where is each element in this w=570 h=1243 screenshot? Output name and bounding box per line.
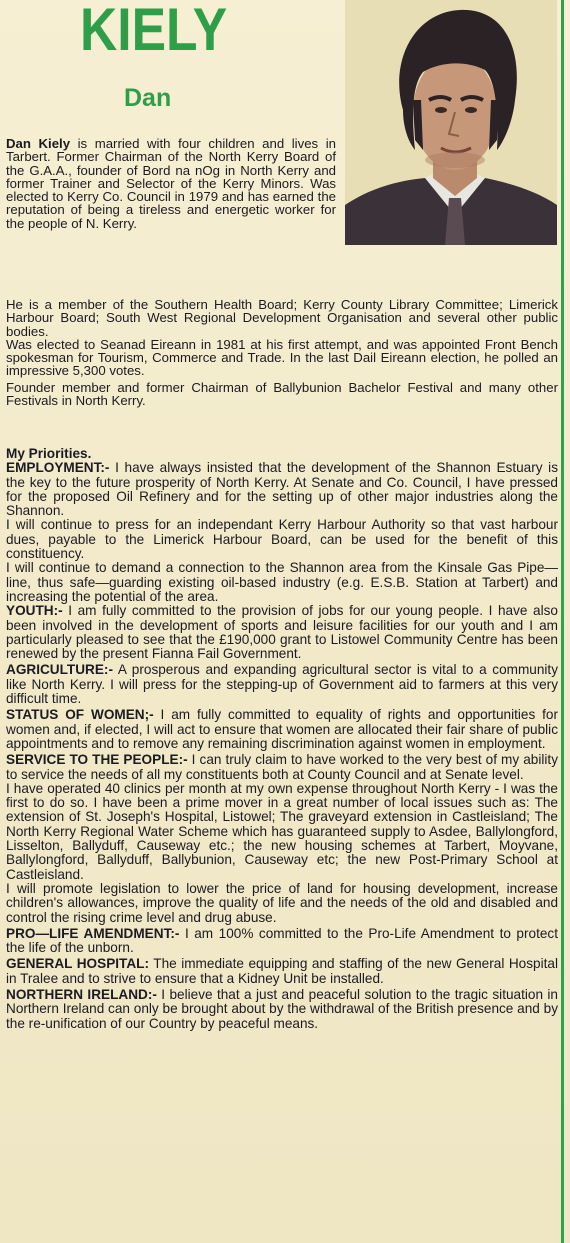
priority-text: I am 100% committed to the Pro-Life Amendment to protect the life of the unborn. [6,925,558,956]
priority-service-to-people [6,753,558,782]
bio-intro-block [6,137,336,230]
bio-continued-block [6,298,558,409]
priority-text: I am fully committed to the provision of jobs for our young people. I have also been involved in the development of sports and leisure facilities for our youth and I am particularly pleased to see that the £190,000 grant to Listowel Community Centre has been renewed by the present Fianna Fail Government. [6,603,558,662]
priority-heading: YOUTH:- [6,603,63,619]
bio-festivals: Founder member and former Chairman of Ballybunion Bachelor Festival and many other Festivals in North Kerry. [6,379,558,409]
priorities-title: My Priorities. [6,446,92,461]
priority-employment [6,461,558,518]
bio-intro-paragraph [6,137,336,230]
priority-status-of-women [6,708,558,751]
priority-agriculture [6,663,558,706]
candidate-name: Dan Kiely [6,136,71,151]
priority-text: The immediate equipping and staffing of the new General Hospital in Tralee and to strive to ensure that a Kidney Unit be installed. [6,956,558,986]
priority-heading: GENERAL HOSPITAL: [6,956,149,972]
candidate-surname: KIELY [80,0,228,63]
priority-heading: NORTHERN IRELAND:- [6,986,157,1002]
bio-seanad: Was elected to Seanad Eireann in 1981 at his first attempt, and was appointed Front Bench spokesman for Tourism, Commerce and Trade. In the last Dail Eireann election, he polled an impressive 5,300 votes. [6,336,558,379]
priority-text: I will continue to press for an independant Kerry Harbour Authority so that vast harbour dues, payable to the Limerick Harbour Board, can be used for the benefit of this constituency. [6,517,558,562]
priority-text: I can truly claim to have worked to the very best of my ability to service the needs of all my constituents both at County Council and at Senate level. [6,752,558,782]
priority-heading: SERVICE TO THE PEOPLE:- [6,752,188,768]
priority-text: I have operated 40 clinics per month at my own expense throughout North Kerry - I was the first to do so. I have been a prime mover in a great number of local issues such as: The extension of St. Joseph's Hospital, Listowel; The graveyard extension in Castleisland; The North Kerry Regional Water Scheme which has guaranteed supply to Asdee, Ballylongford, Lisselton, Ballyduff, Causeway etc.; the new housing schemes at Tarbert, Moyvane, Ballylongford, Ballyduff, Ballybunion, Causeway etc; the new Post-Primary School at Castleisland. [6,780,558,882]
priorities-section [6,447,558,1031]
priority-general-hospital [6,957,558,986]
priority-text: I am fully committed to equality of rights and opportunities for women and, if elected, I will act to ensure that women are allocated their fair share of public appointments and to remove any remaining discrimination against women in employment. [6,707,558,751]
priority-heading: STATUS OF WOMEN;- [6,707,154,723]
candidate-forename: Dan [124,84,172,112]
bio-memberships: He is a member of the Southern Health Board; Kerry County Library Committee; Limerick Harbour Board; South West Regional Development Organisation and several other public bodies. [6,297,558,339]
bio-intro-text: is married with four children and lives in Tarbert. Former Chairman of the North Kerry Board of the G.A.A., founder of Bord na nOg in North Kerry and former Trainer and Selector of the Kerry Minors. Was elected to Kerry Co. Council in 1979 and has earned the reputation of being a tireless and energetic worker for the people of N. Kerry. [6,136,336,231]
priority-text: I believe that a just and peaceful solution to the tragic situation in Northern Ireland can only be brought about by the withdrawal of the British presence and by the re-unification of our Country by peaceful means. [6,986,558,1031]
priority-heading: AGRICULTURE:- [6,662,113,678]
priority-youth [6,604,558,661]
priority-heading: PRO—LIFE AMENDMENT:- [6,925,180,941]
candidate-portrait-photo [345,0,557,245]
priority-northern-ireland [6,988,558,1031]
priority-pro-life [6,927,558,956]
green-column-rule [561,0,564,1243]
priority-heading: EMPLOYMENT:- [6,460,110,476]
portrait-illustration [345,0,557,245]
priority-text: I will promote legislation to lower the price of land for housing development, increase children's allowances, improve the quality of life and the needs of the old and disabled and control the rising crime level and drug abuse. [6,880,558,925]
priority-text: I have always insisted that the development of the Shannon Estuary is the key to the future prosperity of North Kerry. At Senate and Co. Council, I have pressed for the proposed Oil Refinery and for the setting up of other major industries along the Shannon. [6,460,558,519]
priority-text: A prosperous and expanding agricultural sector is vital to a community like North Kerry. I will press for the stepping-up of Government aid to farmers at this very difficult time. [6,662,558,707]
priority-text: I will continue to demand a connection to the Shannon area from the Kinsale Gas Pipe—line, thus safe—guarding existing oil-based industry (e.g. E.S.B. Station at Tarbert) and increasing the potential of the area. [6,560,558,604]
